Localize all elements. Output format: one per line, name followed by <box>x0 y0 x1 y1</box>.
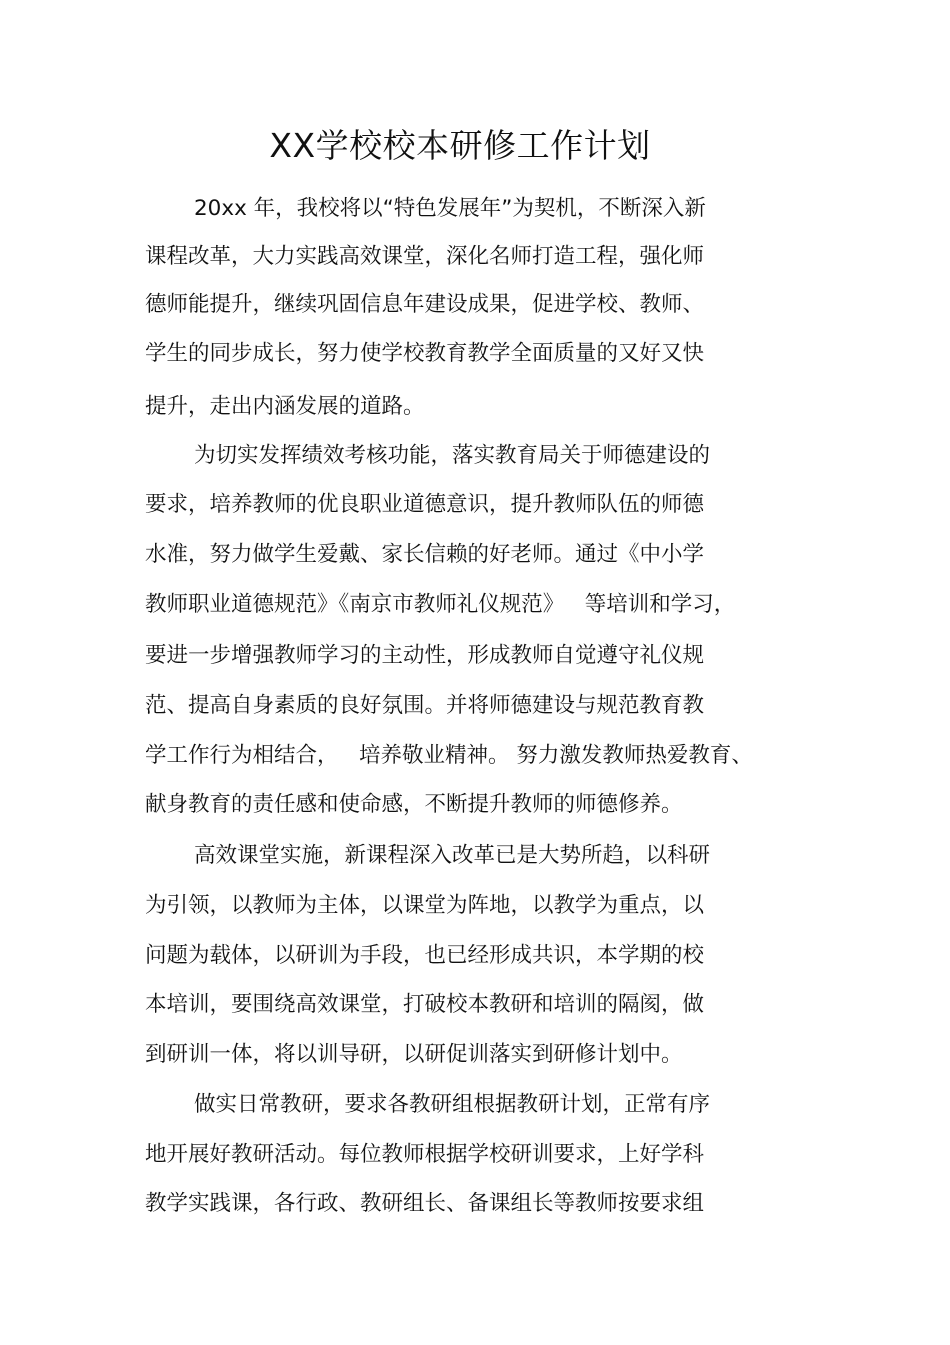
paragraph-line: 提升，走出内涵发展的道路。 <box>145 394 425 419</box>
paragraph-line: 问题为载体，以研训为手段，也已经形成共识，本学期的校 <box>145 943 705 968</box>
paragraph-line: 地开展好教研活动。每位教师根据学校研训要求，上好学科 <box>145 1142 705 1167</box>
paragraph-line: 水准，努力做学生爱戴、家长信赖的好老师。通过《中小学 <box>145 542 705 567</box>
paragraph-line: 20xx 年，我校将以“特色发展年”为契机，不断深入新 <box>194 196 706 221</box>
paragraph-line: 学工作行为相结合， 培养敬业精神。 努力激发教师热爱教育、 <box>145 743 753 768</box>
paragraph-line: 本培训，要围绕高效课堂，打破校本教研和培训的隔阂，做 <box>145 992 705 1017</box>
paragraph-line: 要进一步增强教师学习的主动性，形成教师自觉遵守礼仪规 <box>145 643 705 668</box>
paragraph-line: 范、提高自身素质的良好氛围。并将师德建设与规范教育教 <box>145 693 705 718</box>
paragraph-line: 要求，培养教师的优良职业道德意识，提升教师队伍的师德 <box>145 492 705 517</box>
document-title: XX学校校本研修工作计划 <box>269 126 651 165</box>
paragraph-line: 为引领，以教师为主体，以课堂为阵地，以教学为重点，以 <box>145 893 705 918</box>
paragraph-line: 献身教育的责任感和使命感，不断提升教师的师德修养。 <box>145 792 683 817</box>
paragraph-line: 到研训一体，将以训导研，以研促训落实到研修计划中。 <box>145 1042 683 1067</box>
paragraph-line: 教学实践课，各行政、教研组长、备课组长等教师按要求组 <box>145 1191 705 1216</box>
paragraph-line: 教师职业道德规范》《南京市教师礼仪规范》 等培训和学习， <box>145 592 736 617</box>
paragraph-line: 学生的同步成长，努力使学校教育教学全面质量的又好又快 <box>145 341 705 366</box>
paragraph-line: 课程改革，大力实践高效课堂，深化名师打造工程，强化师 <box>145 244 705 269</box>
paragraph-line: 高效课堂实施，新课程深入改革已是大势所趋，以科研 <box>194 843 711 868</box>
paragraph-line: 为切实发挥绩效考核功能，落实教育局关于师德建设的 <box>194 443 711 468</box>
paragraph-line: 做实日常教研，要求各教研组根据教研计划，正常有序 <box>194 1092 711 1117</box>
paragraph-line: 德师能提升，继续巩固信息年建设成果，促进学校、教师、 <box>145 292 705 317</box>
